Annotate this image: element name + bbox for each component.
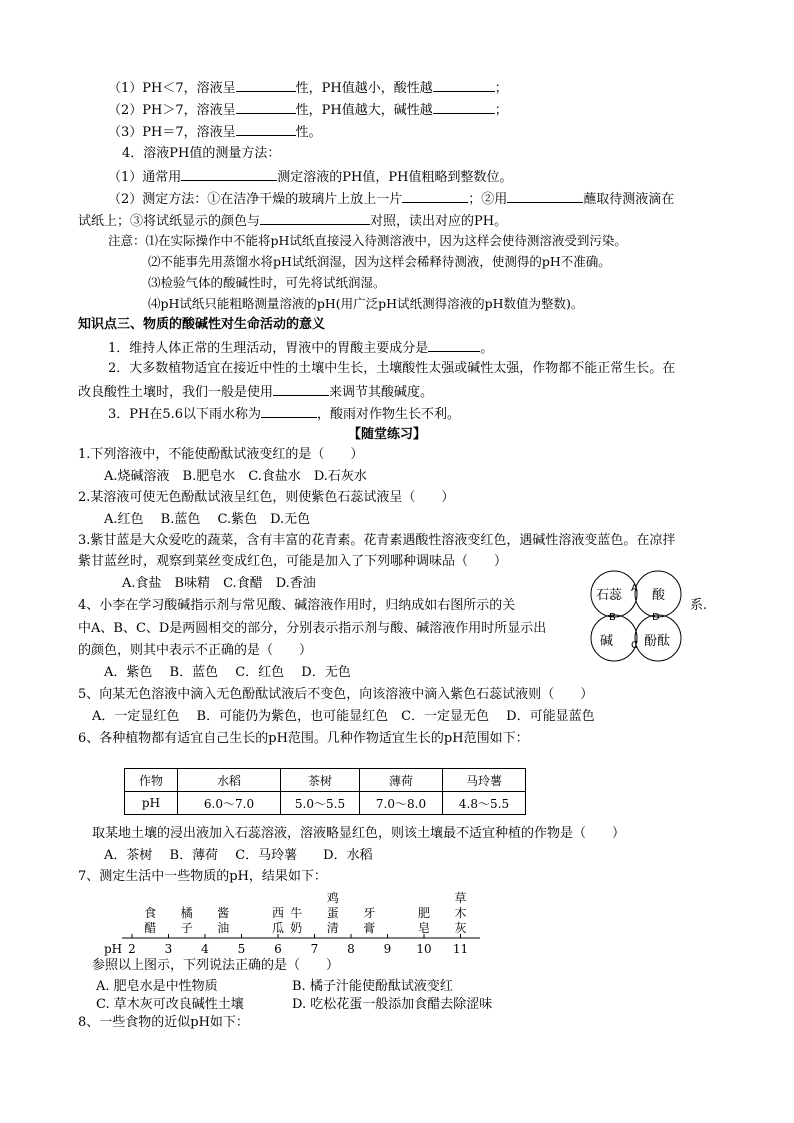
kp3-line-2b: 改良酸性土壤时，我们一般是使用 来调节其酸碱度。 <box>78 382 433 402</box>
ph-scale-tick-label: 11 <box>452 942 469 956</box>
ph-scale-item-char: 食 <box>144 906 157 920</box>
question-2: 2.某溶液可使无色酚酞试液呈红色，则使紫色石蕊试液呈（ ） <box>78 490 455 505</box>
ph-scale-tick-label: 3 <box>164 942 173 956</box>
table-cell: 4.8～5.5 <box>443 792 526 815</box>
question-8: 8、一些食物的近似pH如下： <box>78 1015 249 1030</box>
note-2: ⑵不能事先用蒸馏水将pH试纸润湿，因为这样会稀释待测液，使测得的pH不准确。 <box>148 254 611 269</box>
ph-scale-label: pH <box>104 942 123 956</box>
ph-scale-item-char: 醋 <box>144 921 157 935</box>
table-cell: pH <box>125 792 178 815</box>
ph-scale-item-char: 酱 <box>217 906 230 920</box>
blank[interactable] <box>261 404 317 418</box>
blank[interactable] <box>507 189 583 203</box>
table-row <box>125 792 526 815</box>
ph-scale-item-char: 鸡 <box>326 891 339 905</box>
ph-scale-item <box>454 890 466 935</box>
question-4-options: A．紫色 B．蓝色 C．红色 D．无色 <box>104 665 351 680</box>
ph-scale-item-char: 清 <box>326 921 339 935</box>
question-1-options: A.烧碱溶液 B.肥皂水 C.食盐水 D.石灰水 <box>104 469 367 484</box>
ph-scale-tick-label: 8 <box>347 942 355 956</box>
ph-scale-tick-label: 6 <box>274 942 282 956</box>
line-4-1: （1）通常用 测定溶液的PH值，PH值粗略到整数位。 <box>108 167 512 187</box>
ph-scale-item <box>363 906 375 935</box>
ph-range-table <box>124 768 526 815</box>
blank[interactable] <box>273 382 329 396</box>
table-row <box>125 769 526 792</box>
question-7-option-c: C. 草木灰可改良碱性土壤 <box>96 997 244 1012</box>
ph-scale-item-char: 瓜 <box>271 921 285 935</box>
ph-scale-item-char: 西 <box>271 906 285 920</box>
question-4-line-1-end: 系. <box>690 598 708 613</box>
ph-scale-tick-label: 5 <box>237 942 246 956</box>
ph-scale-item-char: 奶 <box>290 921 303 935</box>
question-5: 5、向某无色溶液中滴入无色酚酞试液后不变色，向该溶液中滴入紫色石蕊试液则（ ） <box>78 687 594 702</box>
blank[interactable] <box>433 78 495 92</box>
table-cell: 马玲薯 <box>443 769 526 792</box>
ph-scale-item <box>327 891 339 935</box>
ph-scale-item-char: 灰 <box>454 921 467 935</box>
venn-label-base: 碱 <box>600 634 614 649</box>
venn-point-a: A <box>631 583 638 594</box>
question-4-line-3: 的颜色，则其中表示不正确的是（ ） <box>78 643 313 658</box>
blank[interactable] <box>428 338 480 352</box>
ph-scale-item-char: 蛋 <box>326 906 339 920</box>
practice-heading: 【随堂练习】 <box>348 427 427 442</box>
table-cell: 7.0～8.0 <box>360 792 443 815</box>
blank[interactable] <box>236 78 296 92</box>
blank[interactable] <box>402 189 468 203</box>
table-cell: 6.0～7.0 <box>178 792 281 815</box>
question-7-option-b: B. 橘子汁能使酚酞试液变红 <box>292 979 453 994</box>
note-4: ⑷pH试纸只能粗略测量溶液的pH(用广泛pH试纸测得溶液的pH数值为整数)。 <box>148 296 584 311</box>
venn-point-b: B <box>609 612 616 623</box>
ph-scale-tick-label: 4 <box>201 942 209 956</box>
question-3-line-1: 3.紫甘蓝是大众爱吃的蔬菜，含有丰富的花青素。花青素遇酸性溶液变红色，遇碱性溶液变蓝色。在凉拌 <box>78 533 676 548</box>
ph-scale-tick-label: 2 <box>128 942 136 956</box>
ph-scale-tick-label: 9 <box>383 942 392 956</box>
ph-scale-tick-label: 7 <box>310 942 319 956</box>
question-4-line-1: 4、小李在学习酸碱指示剂与常见酸、碱溶液作用时，归纳成如右图所示的关 <box>78 598 516 613</box>
venn-label-phenolphthalein: 酚酞 <box>644 634 671 649</box>
blank[interactable] <box>236 122 296 136</box>
question-7-option-d: D. 吃松花蛋一般添加食醋去除涩味 <box>292 997 493 1012</box>
ph-scale-item-char: 木 <box>454 906 467 920</box>
ph-scale-item <box>144 906 156 935</box>
venn-point-d: D <box>652 612 660 623</box>
kp3-line-2a: 2．大多数植物适宜在接近中性的土壤中生长，土壤酸性太强或碱性太强，作物都不能正常生长。在 <box>108 361 676 376</box>
venn-label-litmus: 石蕊 <box>596 588 623 603</box>
kp3-line-1: 1．维持人体正常的生理活动，胃液中的胃酸主要成分是 。 <box>108 338 493 358</box>
ph-scale-item-char: 橘 <box>180 906 193 920</box>
question-5-options: A．一定显红色 B．可能仍为紫色，也可能显红色 C．一定显无色 D．可能显蓝色 <box>92 709 595 724</box>
table-cell: 作物 <box>125 769 178 792</box>
ph-scale-tick-label: 10 <box>416 942 432 956</box>
ph-scale-item-char: 牙 <box>363 906 376 920</box>
question-4-line-2: 中A、B、C、D是两圆相交的部分，分别表示指示剂与酸、碱溶液作用时所显示出 <box>78 621 547 636</box>
blank[interactable] <box>260 211 370 225</box>
ph-scale-item-char: 肥 <box>417 906 431 920</box>
blank[interactable] <box>433 100 495 114</box>
ph-scale-item-char: 膏 <box>363 921 376 935</box>
question-7-text: 参照以上图示，下列说法正确的是（ ） <box>92 958 340 973</box>
question-6: 6、各种植物都有适宜自己生长的pH范围。几种作物适宜生长的pH范围如下： <box>78 731 529 746</box>
question-2-options: A.红色 B.蓝色 C.紫色 D.无色 <box>104 512 311 527</box>
table-cell: 5.0～5.5 <box>281 792 360 815</box>
ph-scale-diagram <box>100 880 490 958</box>
table-cell: 水稻 <box>178 769 281 792</box>
table-cell: 茶树 <box>281 769 360 792</box>
knowledge-point-3-title: 知识点三、物质的酸碱性对生命活动的意义 <box>78 317 326 332</box>
section-4-title: 4．溶液PH值的测量方法： <box>122 146 281 161</box>
line-ph-lt7: （1）PH＜7，溶液呈 性，PH值越小，酸性越 ； <box>108 78 508 98</box>
venn-diagram <box>588 568 684 664</box>
ph-scale-item <box>418 906 430 935</box>
venn-label-acid: 酸 <box>652 588 666 603</box>
line-4-2: （2）测定方法：①在洁净干燥的玻璃片上放上一片 ；②用 蘸取待测液滴在 <box>108 189 674 209</box>
ph-scale-item-char: 草 <box>454 891 467 905</box>
note-1: 注意：⑴在实际操作中不能将pH试纸直接浸入待测溶液中，因为这样会使待测溶液受到污染。 <box>108 233 627 248</box>
question-7: 7、测定生活中一些物质的pH，结果如下： <box>78 869 327 884</box>
question-1: 1.下列溶液中，不能使酚酞试液变红的是（ ） <box>78 447 364 462</box>
ph-scale-item <box>272 906 284 935</box>
question-3-options: A.食盐 B味精 C.食醋 D.香油 <box>122 576 316 591</box>
ph-scale-item <box>181 905 193 935</box>
note-3: ⑶检验气体的酸碱性时，可先将试纸润湿。 <box>148 275 386 290</box>
ph-scale-item-char: 油 <box>217 921 230 935</box>
blank[interactable] <box>236 100 296 114</box>
table-cell: 薄荷 <box>360 769 443 792</box>
ph-scale-item-char: 皂 <box>417 921 431 935</box>
line-ph-eq7: （3）PH＝7，溶液呈 性。 <box>108 122 322 142</box>
question-6-text: 取某地土壤的浸出液加入石蕊溶液，溶液略显红色，则该土壤最不适宜种植的作物是（ ） <box>92 826 626 841</box>
ph-scale-item <box>217 905 229 935</box>
ph-scale-item-char: 子 <box>180 921 193 935</box>
question-6-options: A．茶树 B．薄荷 C．马玲薯 D．水稻 <box>104 848 373 863</box>
venn-point-c: C <box>631 640 638 651</box>
ph-scale-item-char: 牛 <box>290 906 303 920</box>
line-ph-gt7: （2）PH＞7，溶液呈 性，PH值越大，碱性越 ； <box>108 100 508 120</box>
kp3-line-3: 3．PH在5.6以下雨水称为 ，酸雨对作物生长不利。 <box>108 404 460 424</box>
line-4-3: 试纸上；③将试纸显示的颜色与 对照，读出对应的PH。 <box>78 211 507 231</box>
ph-scale-item <box>290 905 302 935</box>
blank[interactable] <box>181 167 277 181</box>
question-7-option-a: A. 肥皂水是中性物质 <box>96 979 218 994</box>
question-3-line-2: 紫甘蓝丝时，观察到菜丝变成红色，可能是加入了下列哪种调味品（ ） <box>78 554 508 569</box>
